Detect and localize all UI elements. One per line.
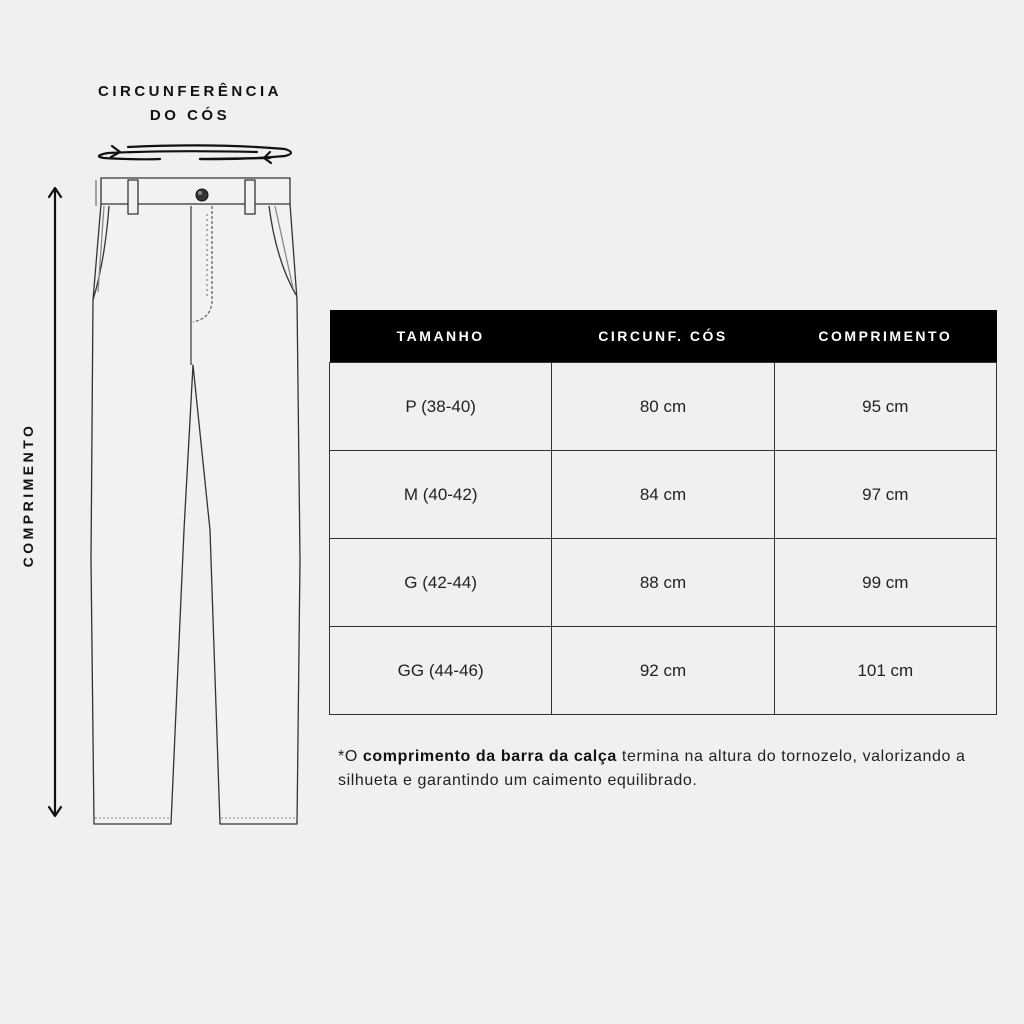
table-row (330, 363, 997, 451)
size-table (329, 310, 997, 715)
size-cell: P (38-40) (330, 363, 552, 451)
size-cell: M (40-42) (330, 451, 552, 539)
waist-cell: 92 cm (552, 627, 774, 715)
length-cell: 97 cm (774, 451, 996, 539)
length-cell: 99 cm (774, 539, 996, 627)
button-icon (196, 189, 208, 201)
waist-cell: 80 cm (552, 363, 774, 451)
length-cell: 95 cm (774, 363, 996, 451)
table-header-row (330, 310, 997, 363)
pants-outline (91, 178, 300, 824)
waist-cell: 84 cm (552, 451, 774, 539)
length-label: COMPRIMENTO (20, 422, 36, 568)
table-row (330, 539, 997, 627)
column-header-size: TAMANHO (330, 310, 552, 363)
waist-cell: 88 cm (552, 539, 774, 627)
length-note (338, 745, 978, 793)
pants-diagram (0, 0, 330, 860)
table-row (330, 627, 997, 715)
waist-arrow-icon (99, 145, 291, 163)
note-suffix: termina na altura do tornozelo, valorizando a silhueta e garantindo um caimento equilibrado. (338, 748, 966, 789)
length-cell: 101 cm (774, 627, 996, 715)
length-arrow-icon (49, 188, 61, 816)
note-prefix: *O (338, 748, 363, 765)
column-header-waist: CIRCUNF. CÓS (552, 310, 774, 363)
waist-label-line2: DO CÓS (149, 107, 231, 124)
note-bold-text: comprimento da barra da calça (362, 748, 617, 765)
waist-label-line1: CIRCUNFERÊNCIA (98, 83, 282, 100)
size-cell: GG (44-46) (330, 627, 552, 715)
size-cell: G (42-44) (330, 539, 552, 627)
column-header-length: COMPRIMENTO (774, 310, 996, 363)
table-row (330, 451, 997, 539)
